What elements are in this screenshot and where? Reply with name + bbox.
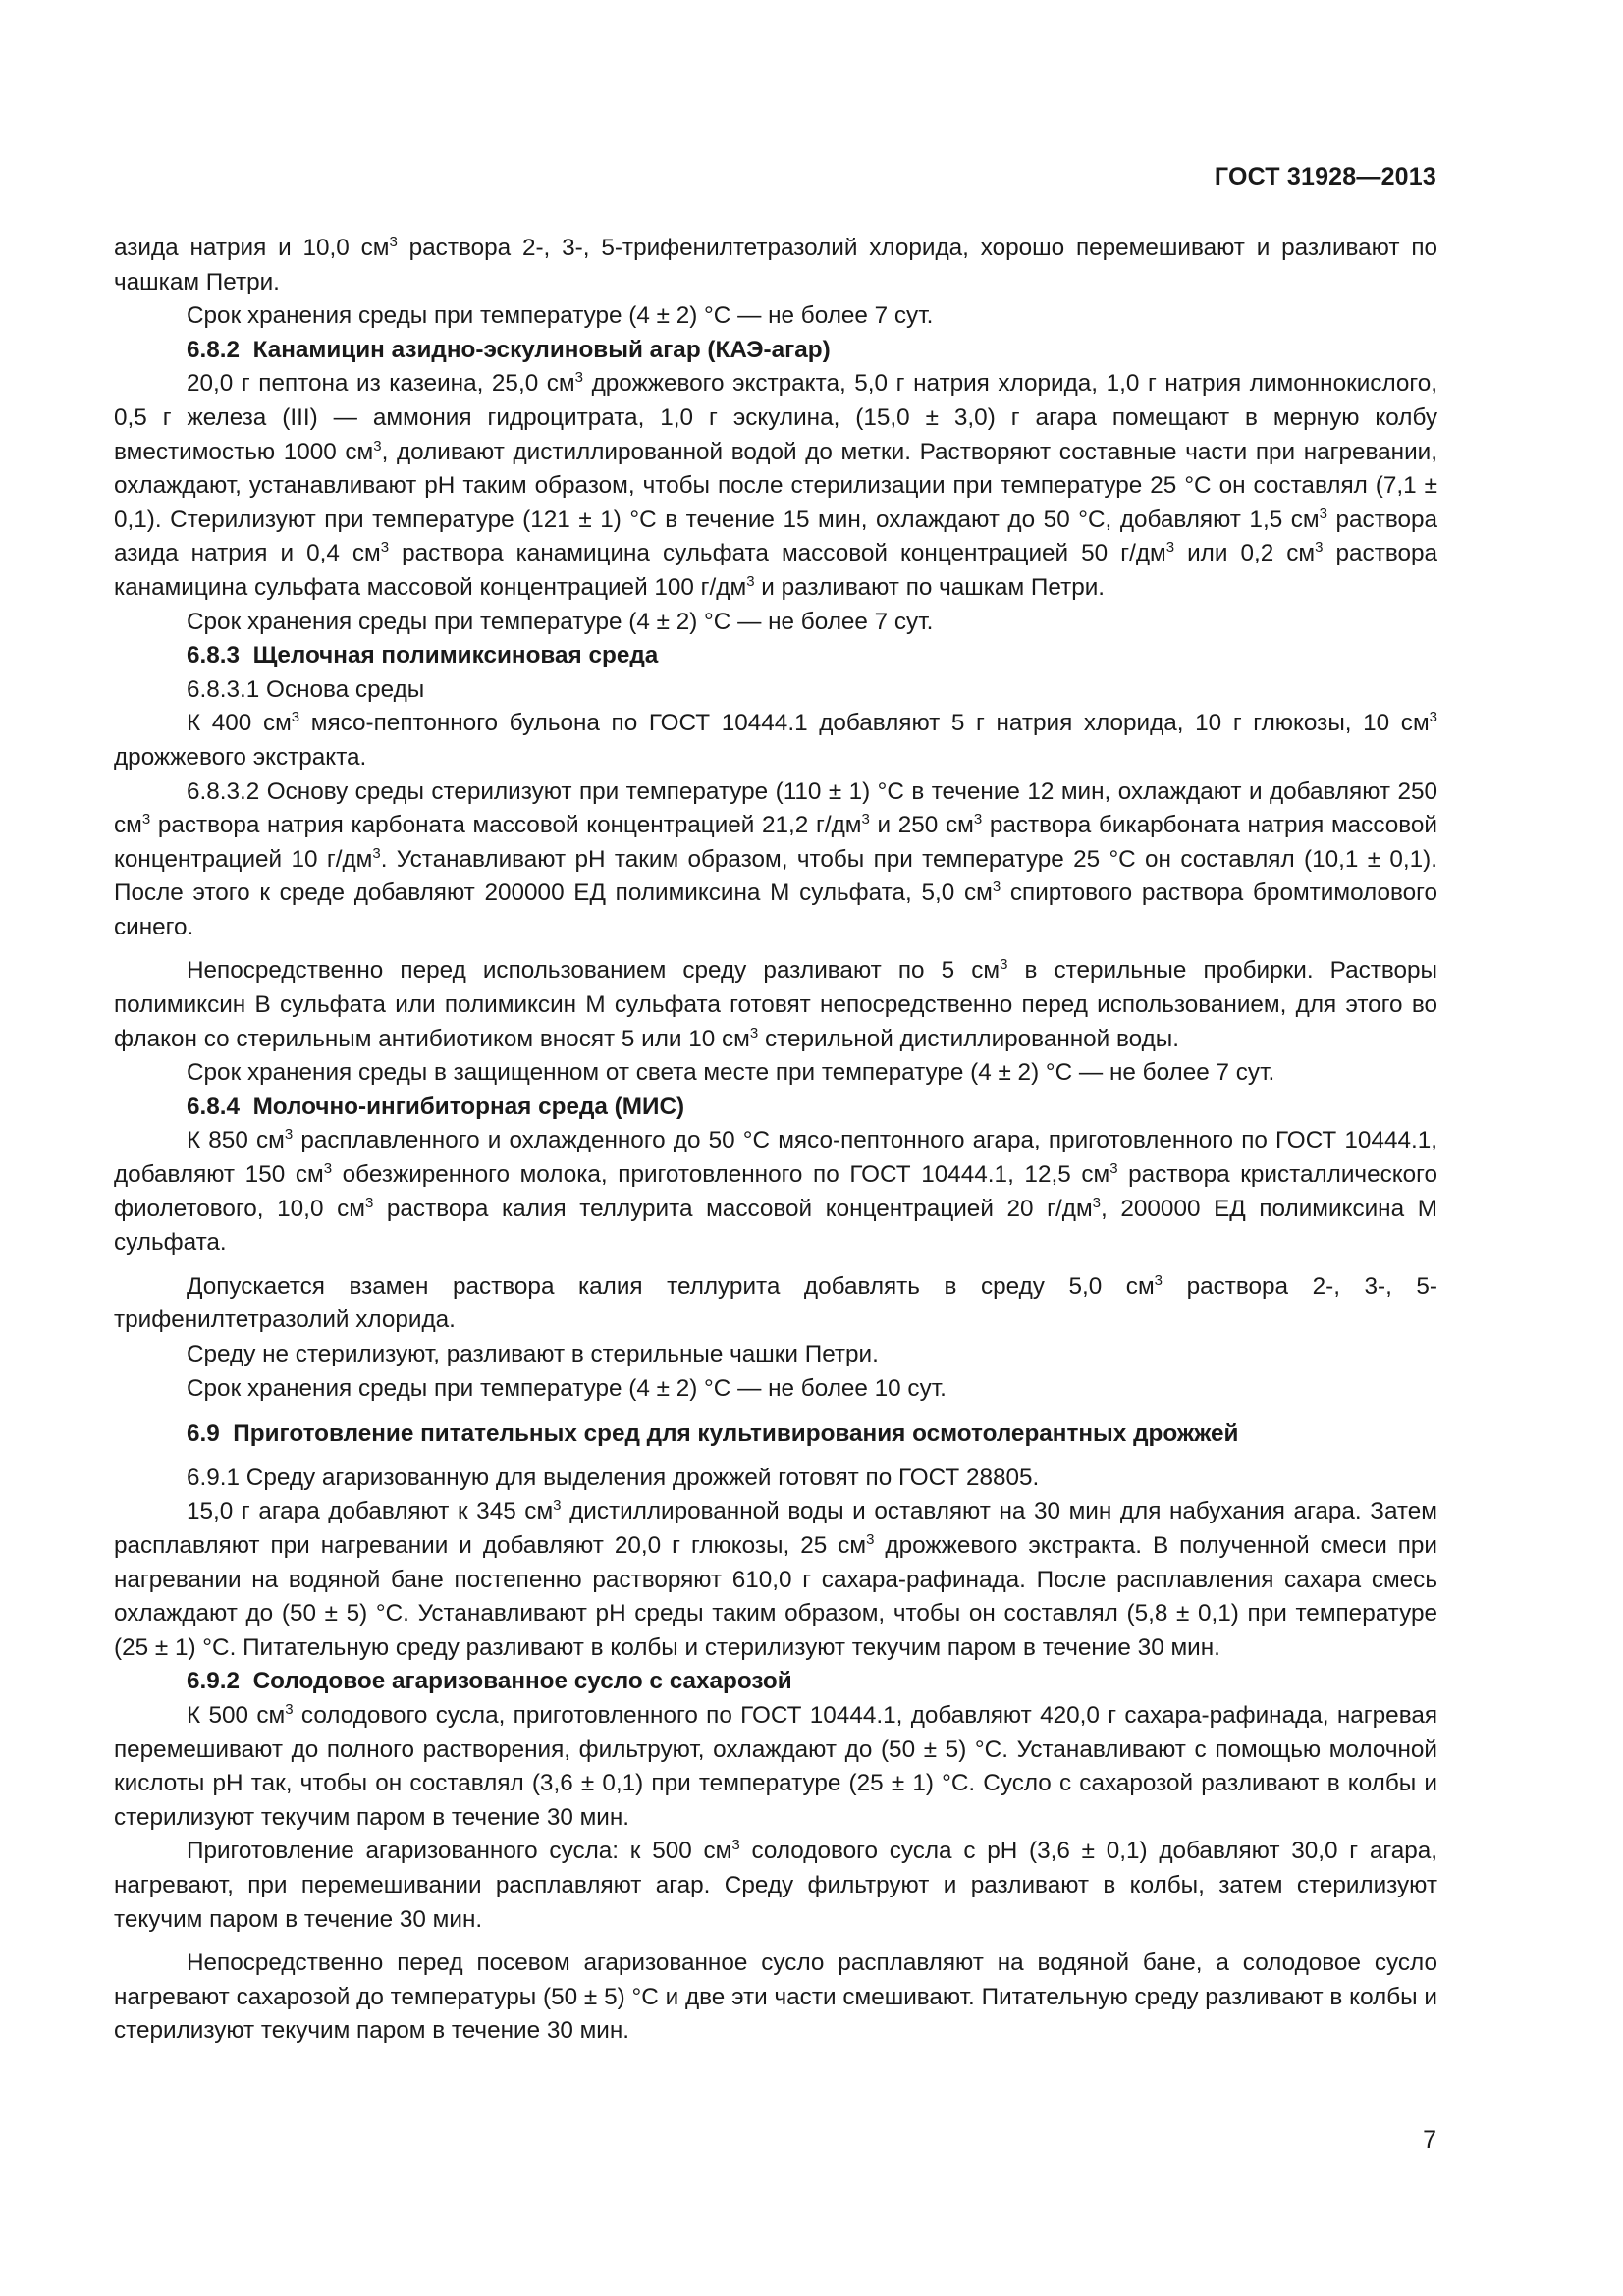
paragraph: 15,0 г агара добавляют к 345 $см^3$ дистиллированной воды и оставляют на 30 мин для набухания агара. Затем расплавляют при нагревании и добавляют 20,0 г глюкозы, 25 $см^3$ дрожжевого экстракта. В полученной смеси при нагревании на водяной бане постепенно растворяют 610,0 г сахара-рафинада. После расплавления сахара смесь охлаждают до (50 ± 5) °С. Устанавливают рН среды таким образом, чтобы он составлял (5,8 ± 0,1) при температуре (25 ± 1) °С. Питательную среду разливают в колбы и стерилизуют текучим паром в течение 30 мин. [114,1497,1437,1661]
document-header: ГОСТ 31928—2013 [1214,163,1436,190]
section-heading: 6.9 Приготовление питательных сред для культивирования осмотолерантных дрожжей [187,1420,1239,1448]
page-number: 7 [1423,2126,1436,2154]
paragraph: Непосредственно перед использованием среду разливают по 5 $см^3$ в стерильные пробирки. Растворы полимиксин В сульфата или полимиксин М сульфата готовят непосредственно перед использованием, для этого во флакон со стерильным антибиотиком вносят 5 или 10 $см^3$ стерильной дистиллированной воды. [114,956,1437,1052]
paragraph: азида натрия и 10,0 $см^3$ раствора 2-, 3-, 5-трифенилтетразолий хлорида, хорошо перемешивают и разливают по чашкам Петри. [114,234,1438,295]
paragraph: 20,0 г пептона из казеина, 25,0 $см^3$ дрожжевого экстракта, 5,0 г натрия хлорида, 1,0 г натрия лимоннокислого, 0,5 г железа (III) — аммония гидроцитрата, 1,0 г эскулина, (15,0 ± 3,0) г агара помещают в мерную колбу вместимостью 1000 $см^3$, доливают дистиллированной водой до метки. Растворяют составные части при нагревании, охлаждают, устанавливают рН таким образом, чтобы после стерилизации при температуре 25 °С он составлял (7,1 ± 0,1). Стерилизуют при температуре (121 ± 1) °С в течение 15 мин, охлаждают до 50 °С, добавляют 1,5 $см^3$ раствора азида натрия и 0,4 $см^3$ раствора канамицина сульфата массовой концентрацией 50 $г/дм^3$ или 0,2 $см^3$ раствора канамицина сульфата массовой концентрацией 100 $г/дм^3$ и разливают по чашкам Петри. [114,369,1437,601]
paragraph: Срок хранения среды в защищенном от света месте при температуре (4 ± 2) °С — не более 7 сут. [187,1059,1275,1087]
document-body [114,232,1437,2049]
paragraph: Среду не стерилизуют, разливают в стерильные чашки Петри. [187,1341,879,1367]
paragraph: Приготовление агаризованного сусла: к 500 $см^3$ солодового сусла с рН (3,6 ± 0,1) добавляют 30,0 г агара, нагревают, при перемешивании расплавляют агар. Среду фильтруют и разливают в колбы, затем стерилизуют текучим паром в течение 30 мин. [114,1837,1437,1933]
paragraph: 6.9.1 Среду агаризованную для выделения дрожжей готовят по ГОСТ 28805. [187,1464,1040,1491]
paragraph: Непосредственно перед посевом агаризованное сусло расплавляют на водяной бане, а солодовое сусло нагревают сахарозой до температуры (50 ± 5) °С и две эти части смешивают. Питательную среду разливают в колбы и стерилизуют текучим паром в течение 30 мин. [114,1949,1437,2045]
paragraph: К 500 $см^3$ солодового сусла, приготовленного по ГОСТ 10444.1, добавляют 420,0 г сахара-рафинада, нагревая перемешивают до полного растворения, фильтруют, охлаждают до (50 ± 5) °С. Устанавливают с помощью молочной кислоты рН так, чтобы он составлял (3,6 ± 0,1) при температуре (25 ± 1) °С. Сусло с сахарозой разливают в колбы и стерилизуют текучим паром в течение 30 мин. [114,1700,1438,1831]
subsection-heading: 6.8.3.1 Основа среды [187,675,425,703]
paragraph: 6.8.3.2 Основу среды стерилизуют при температуре (110 ± 1) °С в течение 12 мин, охлаждают и добавляют 250 $см^3$ раствора натрия карбоната массовой концентрацией 21,2 $г/дм^3$ и 250 $см^3$ раствора бикарбоната натрия массовой концентрацией 10 $г/дм^3$. Устанавливают рН таким образом, чтобы при температуре 25 °С он составлял (10,1 ± 0,1). После этого к среде добавляют 200000 ЕД полимиксина М сульфата, 5,0 $см^3$ спиртового раствора бромтимолового синего. [114,777,1438,940]
section-heading: 6.9.2 Солодовое агаризованное сусло с сахарозой [187,1668,792,1695]
paragraph: К 850 $см^3$ расплавленного и охлажденного до 50 °С мясо-пептонного агара, приготовленного по ГОСТ 10444.1, добавляют 150 $см^3$ обезжиренного молока, приготовленного по ГОСТ 10444.1, 12,5 $см^3$ раствора кристаллического фиолетового, 10,0 $см^3$ раствора калия теллурита массовой концентрацией 20 $г/дм^3$, 200000 ЕД полимиксина М сульфата. [114,1126,1437,1256]
section-heading: 6.8.4 Молочно-ингибиторная среда (МИС) [187,1093,685,1120]
paragraph: Срок хранения среды при температуре (4 ± 2) °С — не более 10 сут. [187,1374,947,1402]
paragraph: Допускается взамен раствора калия теллурита добавлять в среду 5,0 $см^3$ раствора 2-, 3-, 5-трифенилтетразолий хлорида. [114,1271,1437,1334]
paragraph: Срок хранения среды при температуре (4 ± 2) °С — не более 7 сут. [187,302,934,330]
paragraph: К 400 $см^3$ мясо-пептонного бульона по ГОСТ 10444.1 добавляют 5 г натрия хлорида, 10 г глюкозы, 10 $см^3$ дрожжевого экстракта. [114,709,1437,771]
paragraph: Срок хранения среды при температуре (4 ± 2) °С — не более 7 сут. [187,608,934,635]
section-heading: 6.8.2 Канамицин азидно-эскулиновый агар (КАЭ-агар) [187,336,831,363]
section-heading: 6.8.3 Щелочная полимиксиновая среда [187,642,659,669]
